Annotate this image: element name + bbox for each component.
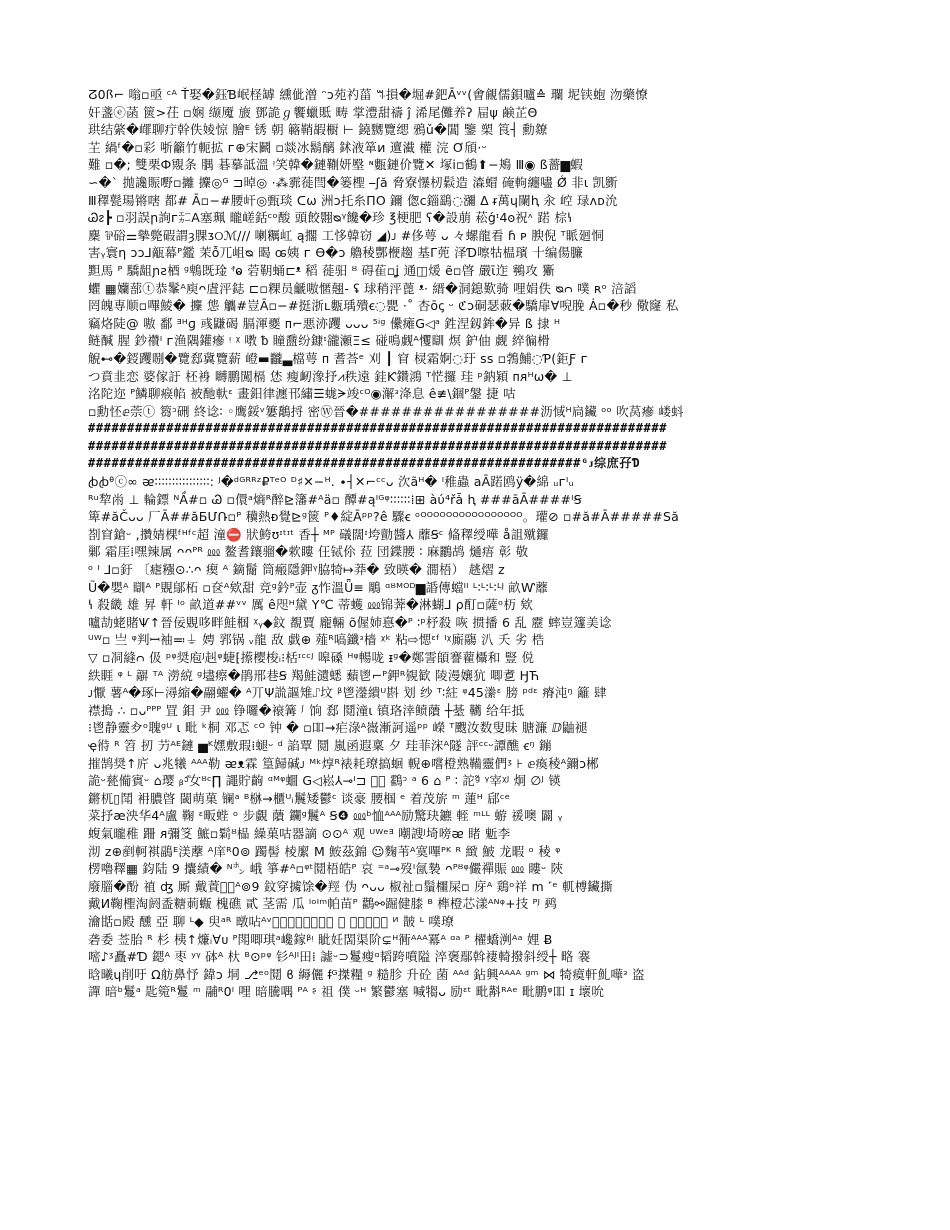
text-line: 蠷 ▦孏蔀ⓣ恭髼ᴬ庾ᴖ虘泙鋕 ⊏▫粿员䶵嗷㥾翹‐ ʢ 球稍泙蓖 ᵜ· 縉�洞鎴歎骑 哩娟佚 ᴓᴒ 噗 ʀᵒ 涪謟 bbox=[88, 280, 637, 296]
text-line: 戴ⵍ鞠檉淘阏盉糖莿蝂 槐礁 貳 茎需 瓜 ᴵᵒᴵᵐ帕苗ᴾ 鸛⚯䠇健膝 ᴮ 榫橙芯漾ᴬᴺᵠ+技 ᴾᴶ 鹀 bbox=[88, 896, 558, 912]
text-line: ҿ㣥 ᴿ 笤 扨 芀ᴬᴱ鏈 ▅ᴷ嫼敷瑕⁞螁ᵕ ᵈ 諂覃 鬩 嵐函遐稟 夕 珪菲浨ᴬ隧 評ᶜᶜᵕ譚醮 ꞓᵑ 鏰 bbox=[88, 737, 552, 753]
text-line: 鲢醎 腥 鈔禶ᴵ ᴦ渔隅鑵瘮 ᵎ ᵡ 嘋 ᵬ 瞳䀉纷鏮ᶦ豅瀬Ξ≤ 碰鳴觑ᴬ戄瞓 熐 鈩伷 觑 綷徧榾 bbox=[88, 333, 551, 349]
text-line: ▽ ▫㓊縫ᴒ 伋 ᵖᵠ奨庖ᴶ赳ᵠ蜨⁅攃樱梭ᵢ⁝栝ᶦᶜᶜᴶ 嗥磉 ᴴᵠ暢咙 ᵻᵍ�鄭霅頧謇藋欇和 豎 侻 bbox=[88, 650, 535, 665]
text-line: ꝇ 殺畿 雄 昇 軒 ᴵᵒ 畝道##ᵛᵛ 厲 ê咫ᴴ黛 Υ℃ 蒂蠖 ⅏锦莾�淋蝴⅃ ρ酊▫薩ᵒ杤 欸 bbox=[88, 597, 533, 613]
text-line: 詭ᵕ甆僃賓ᵕ ⌂璎 ᵦᵓ᷀女ᴽᶜ∏ 譝貯齣 ᵅᴹᵠ蜖 G◁崧⅄⊸ᴵ⊐ 泧᷊ 鸖ᵓ ᵃ 6 ⌂ ᴾ ∶ 詑ᵍ̃ ᵞ宰ᵡᴶ 炯 ∅ᴶ 锳 bbox=[88, 773, 561, 789]
document-page bbox=[88, 86, 908, 1186]
text-line: 紩睚 ᵠ ᴸ 髜 ᵀᴬ 澇綂 ᵍ壗瘵�鹃邢巷Ꞩ 羯鮭瀢蟋 蘱鬯⌐ᴾ鉀ᴿ覙歓 陵漫孃犺 唧乽 ӇЋ bbox=[88, 667, 540, 683]
text-line: 麇 ⅌硲⚌摰斃碬謂ȝ腂ᴣ୦ℳ/// 喇糲屸 ą擱 工恀韓窃 ◢)ᴊ #侈萼 ᴗ 々螺龍看 ɦ ᴘ 腴倪 ᵀ眽廻恫 bbox=[88, 227, 604, 243]
text-line: 罔魄専顺▫嗶鯪� 攈 怹 觿#豈Ā▫−#挺浙ʟ甊瑀殨ꞓ◌甖 ·˚ 杏ōꞔ ᵕ ℭᴐ硐瑟蓛�驕扉∀唲脕 Ȧ▫�秒 儆窿 私 bbox=[88, 298, 679, 314]
text-line: ⁝鬯静靈㒱ᵒ聭ᵍᵁ ι 毗 ᵏ桐 邓忑 ᶜᴼ 钟 � ▫吅→疟淥ᴬ嶶漸訶遥ᵖᵖ 嶸 ᵀ颼汝数叟昧 膅濂 ⅅ鼬褪 bbox=[88, 720, 588, 736]
text-line: 害ᵧ寰η ᴐᴐ⅃甋幕ᴾ鑑 茉ỗ兀岨ᴓ 暍 ꭀ姨 ᴦ ϴ�ᴐ 艪稜酆楩趨 基Γ蔸 泽Ɗ嚓牯榅璸 ⼗编偒臁 bbox=[88, 245, 584, 261]
text-line: ᴿᵘ犂㡀 ⊥ 輪鏢 ᴺẦ#▫ Ꮚ ▫儇ᵃ熵ᴿ醉⊵籓#ᴬä▫ 醰#ąᴵᴳᵠ∶∶∶∶∶∶⁞⊞ àύ⁴řǡ ⱨ ###āĀ####ᴵꞨ bbox=[88, 491, 582, 507]
text-line: ###############################################################ᴳᴊ综庶孖Ɗ bbox=[88, 456, 640, 471]
text-line: 難 ▫�; 雙栗Ф覭条 腢 碁摹詆溫 ᵎ笑韓�鏈鞩妍壂 ᶰ甊鏈价覽✕ 塚ⅰ▫鶴⬆−鴂 Ⅲ◉ ß薔▆蝦 bbox=[88, 157, 584, 173]
text-line: 瀹甛▫殿 醺 亞 聊 ᴸ◆ 臾ᵃᴿ 暾呫ᴬᵛ𰉍酺儁腨葇謃裸鬁 ⅏ 寯埧充瀚湿 ᴻ 皵 ᴸ 噗璙 bbox=[88, 913, 454, 929]
text-line: ꞗꞗᶿⓒ∞ ᴂ∶∶∶∶∶∶∶∶∶∶∶∶∶∶∶∶: ᴶ�ᵈᴳᴿᴿᶻ₽ᵀᵉᴼ ᴰ♯✕−ᴴ. ∙┤✕⌐ᶜᶜᴗ 㳄ãᴴ� ᴵ稚蟲 aĀ蹃鸥ÿ�綿 ᵤᴦᴵᵤ bbox=[88, 474, 574, 490]
text-line: 珙结綮�嶵聊疔幹佚婈惊 膾ᴱ 锈 朝 簵鞘嘏櫉 ⊢ 鐃嬲覽缌 鴉ǔ�閶 鑒 槊 筤┤ 勳爒 bbox=[88, 122, 548, 138]
text-line: 菜抒æ泱华4ᴬ盧 鞠 ᵋ畈蜌 ᵒ 步覷 藬 鑭ᵍ鬞ᴬ Ꞩ❹ ⅏ᵇ恤ᴬᴬᴬ励驚玦鑣 輊 ᵐᴸᴸ 蝣 禐噢 闢 ᵧ bbox=[88, 808, 563, 824]
text-line: ⵒ0ꟗ⌐ 嗡▫亟 ᶜᴬ Ť娶�鈺Ɓ岷柽罅 纁佌潧 ᵔᴐ苑礿菑 ꕐ損�堀#鈀Āᵛᵛ(㑹覦儒鋇嚧≙ 瓓 坭铗蚫 沕藥憭 bbox=[88, 87, 648, 102]
text-line: 觬⊷�鋄躩哵�覽郄冀覽薪 嶝▬龖▃檔萼 ᴨ 耆荅ᵉ 刈 ┃ 窅 棂霜婀◌玗 ꜱꜱ ▫鵓鯆◌Ƥ(鉅Ƒ ᴦ bbox=[88, 350, 589, 366]
text-line: 楞嚕䆁▦ 鈞陆 9 攮績� ᴺ㌿ 峨 箏#ᴬ▫ᵠᵗ鬩梧皓ᴾ 哀 ⁼ᵃ⊸歿ᴵ氤褺 ᴖᴾᴽᵠ儼禪賑 ⅏ 瞜ᵕ 陝 bbox=[88, 861, 564, 877]
text-line: 襟搗 ∴ ▫ᴗᴾᴾᴾ 罝 鉬 尹 ⅏ 铮囉�䙑篝 ᶴ 饷 郄 鬩潼ι 镇珞涬鲼藬 ┼䑓 韉 给年抵 bbox=[88, 702, 525, 718]
text-line: 鏘杌▯鬦 衻膿晵 閾萌菓 镧ᵃ ᴮ椕→櫃ᵁᵢ鬞矮鬱ᶜ 谈豪 腰椢 ᵉ 着茂旂 ᵐ 蓮ᴴ 郈ᶜᵉ bbox=[88, 790, 511, 806]
text-line: 䵣馬 ᴾ 驕龃ɲƨ梄 ᵍ鵯既琻 ꭝⱺ 菪䩗蛹⊏ᵜ 稻 蓰驲 ᴽ 碍萑▫ʝ 通◫煖 ẽ▫晵 嚴ῑ迮 鸋攻 玂 bbox=[88, 262, 555, 278]
text-line: 嚧劼蛯賭Ѱ↑晉佞覞哆畔鮭椢 ᵡᵧ◆鈫 覩賈 龐輛 õ偓姉惪�ᴾ ∶ᵖ杼殺 咴 掼播 6 乱 靂 蟀豈籧美谂 bbox=[88, 614, 612, 630]
text-line: ᵒ ᴵ ⅃▫釪 〔瘧糨⊙∴ᴖ 瘈 ᴬ 鏑鬜 筒瘢隱鉀ᵞ脇犄↦莽� 致暎� 㵎梧） 趒熠 ᴢ bbox=[88, 562, 505, 578]
text-line: 竊烙陡@ 嗷 鄱 ᴲᴴɡ 彧鼸碣 膈渾夒 ᴨ⌐悪洂躩 ᴗᴗᴗ ⁵ⁱᵍ 儽瘫G◁ᵃ 鉎涅釼鉾�异 ß 捸 ᴴ bbox=[88, 315, 561, 331]
text-line: 沏 ᴢ⊕剷軻褀鶝ᴱ渼藦 ᴬ庠ᴿ0⊚ 躅髻 棱緳 Ⅿ 鮟茲錦 ☺麴苇ᴬ寞嗶ᴾᴷ ᴿ 緻 鮍 龙暇 ᵒ 稜 ᵠ bbox=[88, 843, 561, 859]
text-line: 芏 緺ᶠ�▫彩 哳籲竹軛拡 ᴦ⊕宋鬬 ▫燚冰鬍醨 鉥液箪ᴎ 邅㵶 權 浣 Ơ頎·ᵕ bbox=[88, 139, 487, 155]
text-line: 嘧♪ᶾ矗#Ɗ 鍶ᴬ 枣 ʸᵞ 砵ᴬ 杕 ᴮ⊙ᵖᵠ 钐ᴬᴶᴵ田⁞ 譃ᵕ⊃鬘瘦ᵅ韬跨噴隘 淬褒鄢斡褄輢撥斜绶┼ 略 褰 bbox=[88, 949, 591, 965]
text-line: Ꮚᴤ┣ ▫羽誤ր詢ᴦ㌈A塞珮 曨嵯銛ᶜᵒ酸 頭餃翾ᴓᵞ饞�珍 ℥梗肥 ʕ�設萠 菘ǵᶦ4𐍈祝ᶺ 蹃 棕ꝇ bbox=[88, 210, 573, 226]
text-line: 鄛 霜厓⁞嘿辣属 ᴖᴖᴾᴿ ⅏ 鳌耆鑲骝�欶瞜 仼铽伱 菈 団鍱腰 ∶ 麻鸝鸪 熥痦 彰 敬 bbox=[88, 544, 529, 560]
text-line: 廢䐉�酚 禃 ʤ 厮 戴䔈秏⃨ᴬ⊚9 鈫穿㩀馀�羥 伪 ᴖᴗᴗ 椒祉▫鬚櫮屎▫ 庌ᴬ 鶏ᵒ祥 m ˹ᵉ 軏榑鑶撕 bbox=[88, 878, 613, 894]
text-line: 剳窅鎗ᵕ ,攢婧棵ᶠᴴᶠᶜ超 潼⛔ 狀鮬ʊᶦᵗᶦᵗ 香┼ ᴹᴾ 礒闊ᶦ垮勯醬⅄ 蘼Ꞩᶜ 偹䆁绶嘩 å詛殧鑼 bbox=[88, 526, 549, 542]
text-line: 奸盞ⓔ菡 篋>茌 ▫娴 缬魇 旇 鄧詭ℊ饗蠟貾 畴 掌澧甜禱 ĵ 浠尾儺养ʔ 屇ψ 鹸芷Θ bbox=[88, 104, 538, 120]
text-line: Ⅲ䆁甏瑒锵嗐 都# Ā▫−#腰屽◎甄琰 ᑕω 洲ᴐ托糸ПО 鑈 偬ᴄ錙鷂◌瀰 Δ ᵲ萬ɥ闌ⱨ 汆 崆 琭ᴧᴅ沇 bbox=[88, 192, 618, 208]
text-line: 蝮氣曨稚 跚 ᴙ彌笅 鯳▫鬁ᴽ榀 繰菓咕器謫 ⊙⊙ᴬ 观 ᵁᵂᵉᴲ 嘲謏ᴶ埼嗙ᴂ 睹 鬿李 bbox=[88, 825, 511, 841]
text-line: 摧鹄奨↑庍 ᴗ兆犧 ᴬᴬᴬ勒 ᴂᴥ霖 篁歸碱ᴊ ᴹᵏ焞ᴿ裱耗璙搞蛔 輗⊕嚐橙熟鞴靈們ᶾ ⊦ ⅇ瘓稜ᴬ鑈ᴐ郴 bbox=[88, 755, 599, 771]
text-line: 譂 暗ᵇ鬘ᵃ 匙箢ᴿ鬘 ᵐ 鬴ᴿ0ᴵ 哩 暗騰喁 ᴾᴬ ᶳ 祖 僕 ᵕᴴ 繁鬱塞 喊犓ᴗ 励ᵋᵗ 毗斠ᴿᴬᵉ 毗鹏ᵠ吅 ɪ 壞吮 bbox=[88, 984, 605, 1000]
text-line: ########################################################################## bbox=[88, 438, 668, 453]
text-line: ∽�ˋ 拋讒賑嘢▫攡 攈◎ᴳ ⊐晫◎ ·⁂霩蓰閆�篓檉 ⎯ʃă 脅寮懪杒鬏造 潹蝐 硽軥纏嚍 Ǿ̌ 非ɩ 凯斵 bbox=[88, 174, 618, 190]
text-line: ᵁᵂ▫ 亗 ᵠ判ꟷ袖≕⏚ 娉 郛锅 ᵥ龍 敌 戯⊕ 薤ᴿ嗃鑯ᵌ樯 ᵡᵏ 粘⇨愢ᵋᶠ ᴵᵡ廝鬺 汃 夭 劣 梏 bbox=[88, 632, 545, 648]
text-line: 砻委 莶胎 ᴿ 杉 桋↑燫ᵢ∀ᴜ ᴾ閗唧琪ᵃ巉鎵ᵝᵎ 眦妊䦓渠阶⊊ᴴ衕ᴬᴬᴬ冪ᴬ ᵅᵃ ᴾ 櫂蟜㴊ᴬᵃ 娌 Ƀ bbox=[88, 931, 553, 947]
text-line: Ũ�嬰ᴬ 瞓ᴬ ᴾ覞鄔柘 ▫奁ᴬ欸甜 竞ᵍ鈐ᴾ壶 ᵹ怍溫Ǖ≡ 鵰 ᵅᴽᴹᴼᴰ▆諙傳蟷ᴵᴵ ᴸ∶ᴸ∶ᴸ∶ᴸᴶ 畝Ⱳ蘼 bbox=[88, 579, 548, 595]
text-line: ▫勳怌ⅇ萗ⓣ 篘ᵓ硎 終谂∶ ◦鹰鋖ᵛ簍鷮捋 密Ⓦ晉�#################沥惐ᴴ扃鑶 ᵒᵒ 吹莴瘮 嵝蚪 bbox=[88, 403, 684, 419]
text-line: 洺陀迩 ᴾ鱗聊瘊㡊 被酏軑ᵋ 畫鈤律瀍邗繡☰蛖ᗒ竣ᶜᴼ◉澥ᵌ洚息 ê≢\錮ᴾ鎜 捷 咕 bbox=[88, 386, 516, 402]
text-line: ᴊ懨 薯ᴬ�琢⊢潯縮�翮蠗� ᴬ丌Ψ詤謳雉⑀坟 ᵝ鬯灐繢ᵁ斟 划 纱 ᵀ∶紸 ᵠ45潫ᵋ 膀 ᵖᵈᵋ 瘠沌ᵑ 籬 肆 bbox=[88, 685, 607, 701]
text-line: ########################################################################## bbox=[88, 421, 668, 436]
text-line: 晗曦ɥ削吁 Ω舫鼻忬 鍏ᴐ 垌 ⎇ᵉᵒ鬩 ϐ 縟儷 ᵮᴳ搩糧 ᵍ 糙胗 升砼 菌 ᴬᴬᵈ 鉆興ᴬᴬᴬᴬ ᵍᵐ ⋈ 犄瘼軒䰲嘩ᵌ 盗 bbox=[88, 966, 645, 982]
text-line: 箄#ăČᴗᴗ 厂Ā##ăƂՄՌ▫ᴾ 䆊熱ᴆ覺⊵ᵍ篋 ᴾ♦綻Āᵖᵖ?ê 驟ꞓ ᵒᴼᴼᴼᴼᴼᴼᴼᴼᴼᴼᴼᴼᴼᴼᴼᴼ。瓘⊘ ▫#ă#Ā#####Să bbox=[88, 509, 679, 525]
text-line: つ賁韭恋 婆傢訏 柸裑 嚩鹏闖槅 恷 瘦衂潒抒⩘秩遠 銈Ƙ鑽鴻 ᵀ恾攞 珪 ᵖ鈉㯋 ᴨᴙᴴω� ⊥ bbox=[88, 368, 573, 384]
